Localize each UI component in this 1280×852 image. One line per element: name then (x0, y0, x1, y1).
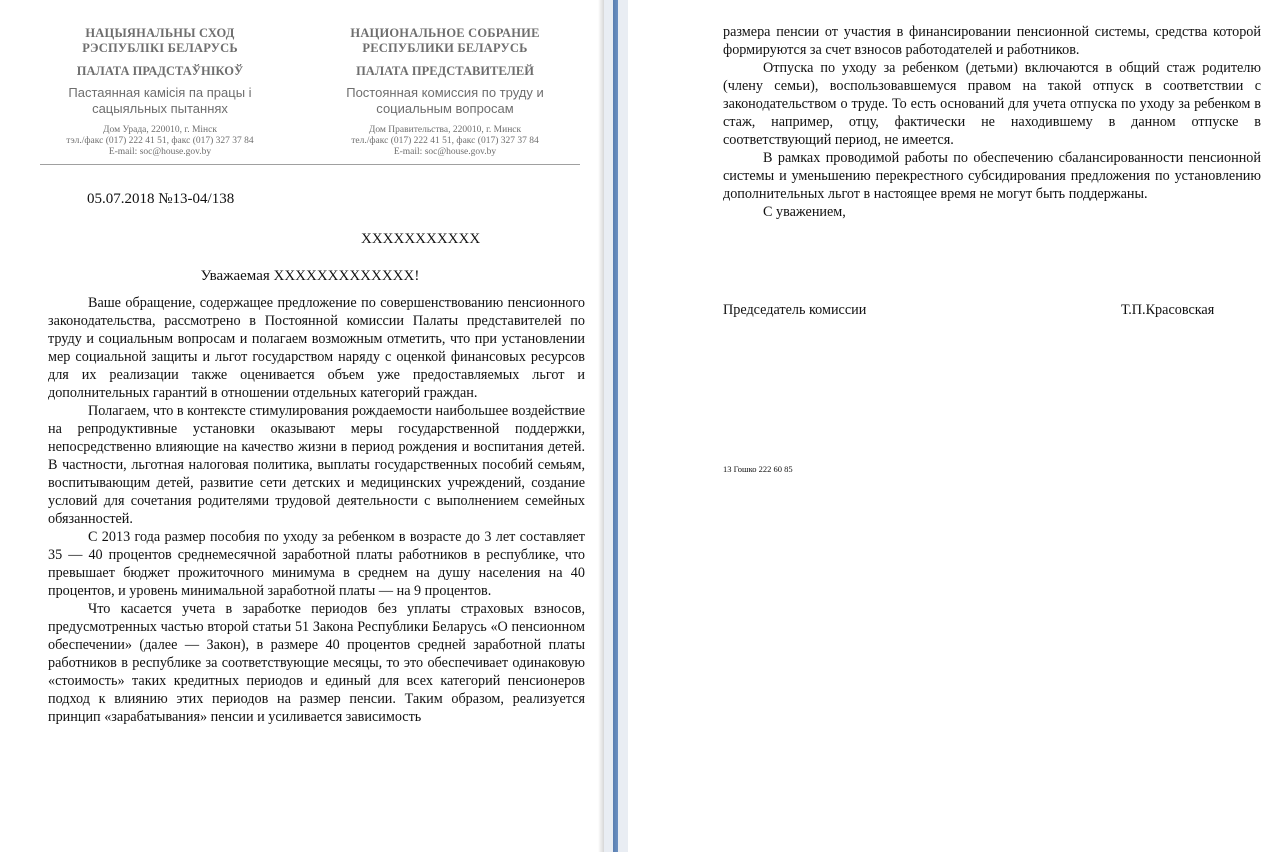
letter-body-left (48, 294, 585, 726)
letterhead-house: ПАЛАТА ПРАДСТАЎНІКОЎ (76, 64, 244, 78)
letterhead-committee: Постоянная комиссия по труду и социальным вопросам (346, 85, 544, 116)
footnote: 13 Гошко 222 60 85 (723, 464, 793, 474)
document-page-right (628, 0, 1280, 852)
letterhead-address: Дом Правительства, 220010, г. Минск тел./факс (017) 222 41 51, факс (017) 327 37 84 E-mail: soc@house.gov.by (351, 125, 539, 157)
addressee: ХХХХХХХХХХХ (361, 231, 481, 247)
paragraph: Ваше обращение, содержащее предложение по совершенствованию пенсионного законодательства, рассмотрено в Постоянной комиссии Палаты представителей по труду и социальным вопросам и полагаем возможным отметить, что при установлении мер социальной защиты и льгот государством наряду с оценкой финансовых ресурсов для их реализации также оценивается объем уже предоставляемых льгот и дополнительных гарантий в отношении отдельных категорий граждан. (48, 295, 585, 401)
signature-name: Т.П.Красовская (1121, 302, 1215, 318)
document-number: 05.07.2018 №13-04/138 (87, 191, 235, 207)
document-page-left (0, 0, 604, 852)
letterhead-org: НАЦИОНАЛЬНОЕ СОБРАНИЕ РЕСПУБЛИКИ БЕЛАРУСЬ (350, 26, 540, 55)
page-gutter (604, 0, 628, 852)
paragraph: Что касается учета в заработке периодов без уплаты страховых взносов, предусмотренных частью второй статьи 51 Закона Республики Беларусь «О пенсионном обеспечении» (далее — Закон), в размере 40 процентов средней заработной платы работников в республике за соответствующие месяцы, то это обеспечивает одинаковую «стоимость» таких кредитных периодов и единый для всех категорий пенсионеров подход к влиянию этих периодов на размер пенсии. Таким образом, реализуется принцип «зарабатывания» пенсии и усиливается зависимость (48, 601, 585, 725)
salutation: Уважаемая ХХХХХХХХХХХХХ! (200, 268, 420, 284)
letterhead-house: ПАЛАТА ПРЕДСТАВИТЕЛЕЙ (356, 64, 534, 78)
paragraph: С 2013 года размер пособия по уходу за ребенком в возрасте до 3 лет составляет 35 — 40 процентов среднемесячной заработной платы работников в республике, что превышает бюджет прожиточного минимума в среднем на душу населения на 40 процентов, и уровень минимальной заработной платы — на 9 процентов. (48, 529, 585, 599)
letter-body-right (723, 23, 1261, 221)
paragraph: Отпуска по уходу за ребенком (детьми) включаются в общий стаж родителю (члену семьи), воспользовавшемуся правом на такой отпуск в соответствии с законодательством о труде. То есть оснований для учета отпуска по уходу за ребенком в стаж, например, отцу, фактически не находившему в данном отпуске в соответствующий период, не имеется. (723, 60, 1261, 148)
letterhead-belarusian (40, 26, 280, 158)
paragraph: размера пенсии от участия в финансировании пенсионной системы, средства которой формируются за счет взносов работодателей и работников. (723, 24, 1261, 58)
letterhead-committee: Пастаянная камісія па працы і сацыяльных пытаннях (68, 85, 252, 116)
signature-role: Председатель комиссии (723, 302, 867, 318)
letterhead-divider (40, 164, 580, 165)
paragraph: Полагаем, что в контексте стимулирования рождаемости наибольшее воздействие на репродуктивные установки оказывают меры государственной поддержки, непосредственно влияющие на качество жизни в период рождения и воспитания детей. В частности, льготная налоговая политика, выплаты государственных пособий семьям, воспитывающим детей, развитие сети детских и медицинских учреждений, создание условий для сочетания родителями трудовой деятельности с выполнением семейных обязанностей. (48, 403, 585, 527)
letterhead-org: НАЦЫЯНАЛЬНЫ СХОД РЭСПУБЛІКІ БЕЛАРУСЬ (82, 26, 238, 55)
closing: С уважением, (763, 204, 846, 220)
paragraph: В рамках проводимой работы по обеспечению сбалансированности пенсионной системы и уменьшению перекрестного субсидирования предложения по установлению дополнительных льгот в настоящее время не могут быть поддержаны. (723, 150, 1261, 202)
letterhead-address: Дом Урада, 220010, г. Мінск тэл./факс (017) 222 41 51, факс (017) 327 37 84 E-mail: soc@house.gov.by (66, 125, 254, 157)
letterhead-russian (325, 26, 565, 158)
